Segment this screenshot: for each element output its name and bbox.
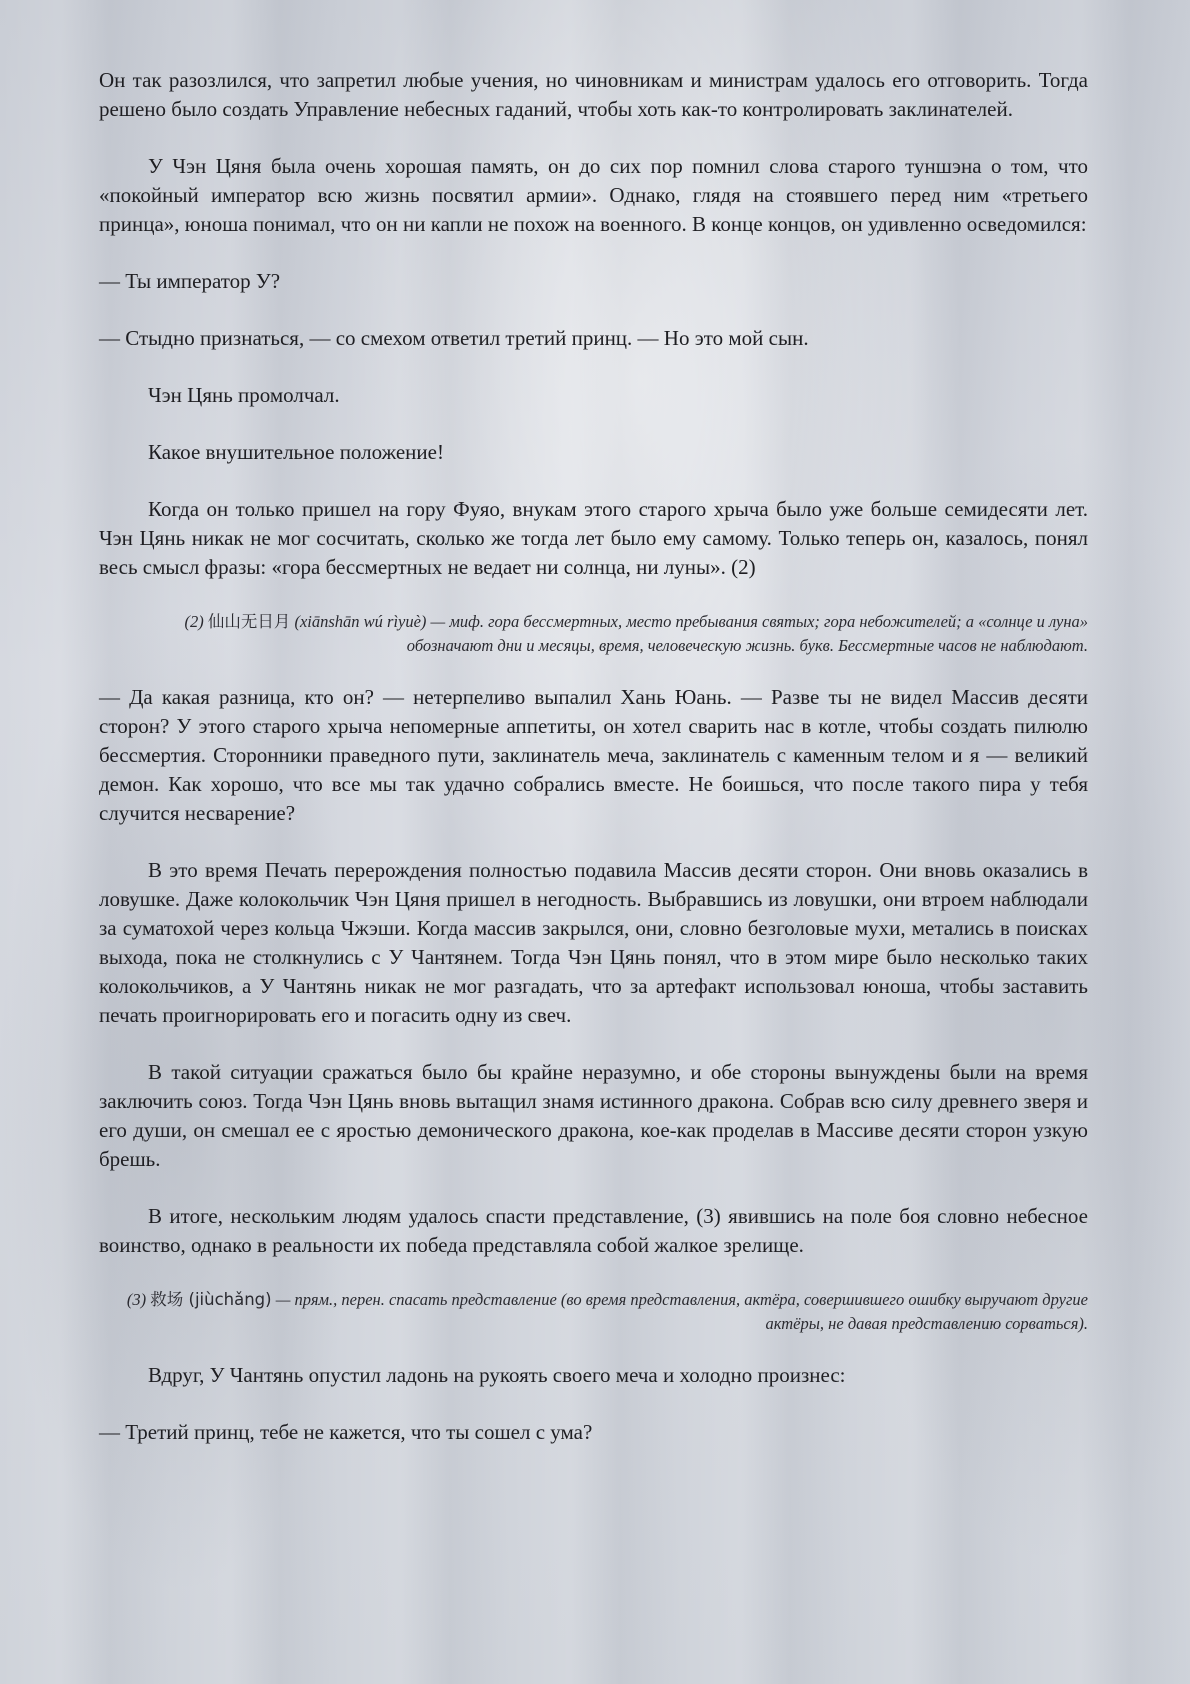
paragraph-4: — Стыдно признаться, — со смехом ответил третий принц. — Но это мой сын.	[99, 326, 809, 350]
footnote-2-marker: (2)	[184, 612, 204, 631]
paragraph-8: — Да какая разница, кто он? — нетерпеливо выпалил Хань Юань. — Разве ты не видел Массив десяти сторон? У этого старого хрыча непомерные аппетиты, он хотел сварить нас в котле, чтобы создать пилюлю бессмертия. Сторонники праведного пути, заклинатель меча, заклинатель с каменным телом и я — великий демон. Как хорошо, что все мы так удачно собрались вместе. Не боишься, что после такого пира у тебя случится несварение?	[99, 685, 1088, 825]
paragraph-10: В такой ситуации сражаться было бы крайне неразумно, и обе стороны вынуждены были на время заключить союз. Тогда Чэн Цянь вновь вытащил знамя истинного дракона. Собрав всю силу древнего зверя и его души, он смешал ее с яростью демонического дракона, кое-как проделав в Массиве десяти сторон узкую брешь.	[99, 1060, 1088, 1171]
paragraph-5: Чэн Цянь промолчал.	[148, 383, 340, 407]
paragraph-7: Когда он только пришел на гору Фуяо, внукам этого старого хрыча было уже больше семидесяти лет. Чэн Цянь никак не мог сосчитать, сколько же тогда лет было ему самому. Только теперь он, казалось, понял весь смысл фразы: «гора бессмертных не ведает ни солнца, ни луны». (2)	[99, 497, 1088, 579]
paragraph-11: В итоге, нескольким людям удалось спасти представление, (3) явившись на поле боя словно небесное воинство, однако в реальности их победа представляла собой жалкое зрелище.	[99, 1204, 1088, 1257]
paragraph-6: Какое внушительное положение!	[148, 440, 444, 464]
footnote-2-text: (xiānshān wú rìyuè) — миф. гора бессмертных, место пребывания святых; гора небожителей; а «солнце и луна» обозначают дни и месяцы, время, человеческую жизнь. букв. Бессмертные часов не наблюдают.	[294, 612, 1088, 655]
footnote-3-hanzi: 救场 (jiùchǎng)	[150, 1290, 272, 1309]
footnote-3	[99, 1288, 1088, 1336]
page-content	[99, 66, 1088, 1475]
footnote-2	[99, 610, 1088, 658]
paragraph-12: Вдруг, У Чантянь опустил ладонь на рукоять своего меча и холодно произнес:	[148, 1363, 846, 1387]
paragraph-2: У Чэн Цяня была очень хорошая память, он до сих пор помнил слова старого туншэна о том, что «покойный император всю жизнь посвятил армии». Однако, глядя на стоявшего перед ним «третьего принца», юноша понимал, что он ни капли не похож на военного. В конце концов, он удивленно осведомился:	[99, 154, 1088, 236]
footnote-2-hanzi: 仙山无日月	[207, 612, 291, 631]
footnote-3-marker: (3)	[126, 1290, 147, 1309]
paragraph-13: — Третий принц, тебе не кажется, что ты сошел с ума?	[99, 1420, 593, 1444]
paragraph-3: — Ты император У?	[99, 269, 281, 293]
paragraph-1: Он так разозлился, что запретил любые учения, но чиновникам и министрам удалось его отговорить. Тогда решено было создать Управление небесных гаданий, чтобы хоть как-то контролировать заклинателей.	[99, 68, 1088, 121]
paragraph-9: В это время Печать перерождения полностью подавила Массив десяти сторон. Они вновь оказались в ловушке. Даже колокольчик Чэн Цяня пришел в негодность. Выбравшись из ловушки, они втроем наблюдали за суматохой через кольца Чжэши. Когда массив закрылся, они, словно безголовые мухи, метались в поисках выхода, пока не столкнулись с У Чантянем. Тогда Чэн Цянь понял, что в этом мире было несколько таких колокольчиков, а У Чантянь никак не мог разгадать, что за артефакт использовал юноша, чтобы заставить печать проигнорировать его и погасить одну из свеч.	[99, 858, 1088, 1027]
footnote-3-text: — прям., перен. спасать представление (во время представления, актёра, совершившего ошибку выручают другие актёры, не давая представлению сорваться).	[275, 1290, 1088, 1333]
